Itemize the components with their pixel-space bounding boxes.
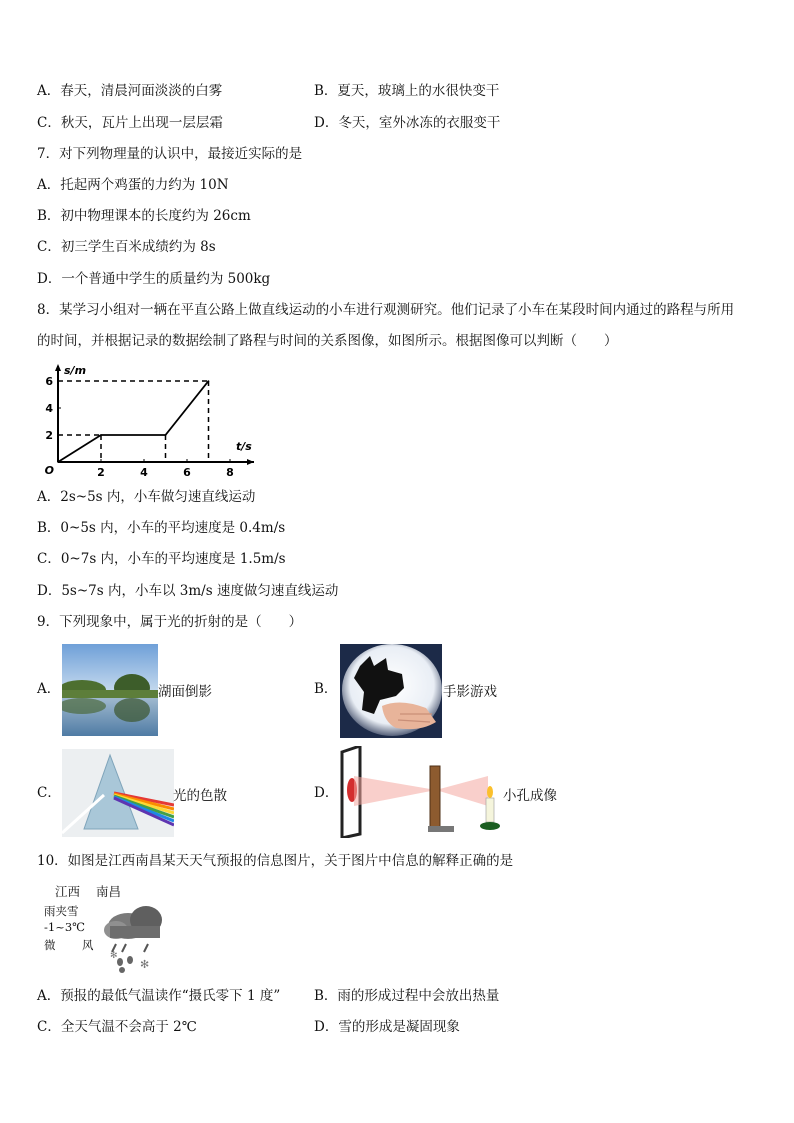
y-tick-label: 4 [45,402,53,415]
data-point [165,434,167,436]
y-tick-label: 2 [45,429,53,442]
q6-option-b: B．夏天，玻璃上的水很快变干 [314,83,500,99]
weather-wind-2: 风 [82,938,94,952]
hand-shadow-image [340,644,442,738]
q8-option-d: D．5s~7s 内，小车以 3m/s 速度做匀速直线运动 [37,583,339,599]
q9-option-b-label: B． [314,681,338,697]
st-graph [40,362,260,482]
origin-label: O [44,464,54,477]
q9-option-a-label: A． [37,681,61,697]
data-point [208,380,210,382]
q8-option-c: C．0~7s 内，小车的平均速度是 1.5m/s [37,551,286,567]
svg-text:✻: ✻ [110,951,118,961]
weather-condition: 雨夹雪 [44,904,79,918]
sleet-cloud-icon [102,900,168,974]
series-line [58,381,209,462]
data-point [57,461,59,463]
svg-text:✻: ✻ [140,958,150,971]
x-tick-label: 6 [183,466,191,479]
x-axis-label: t/s [236,440,252,453]
weather-forecast-card [40,880,170,976]
y-tick-label: 6 [45,375,53,388]
q9-option-d-label: D． [314,785,339,801]
st-graph-plot [45,364,254,479]
q7-stem: 7．对下列物理量的认识中，最接近实际的是 [37,146,303,162]
q10-option-d: D．雪的形成是凝固现象 [314,1019,460,1035]
x-tick-label: 2 [97,466,105,479]
x-axis-arrow [247,459,254,465]
q9-stem: 9．下列现象中，属于光的折射的是（ ） [37,614,303,630]
q9-option-c-caption: 光的色散 [173,788,227,804]
q9-option-c-label: C． [37,785,61,801]
q7-option-a: A．托起两个鸡蛋的力约为 10N [37,177,229,193]
q8-stem-line1: 8．某学习小组对一辆在平直公路上做直线运动的小车进行观测研究。他们记录了小车在某段时间内通过的路程与所用 [37,302,735,318]
weather-city: 南昌 [96,884,122,899]
pinhole-camera-image [338,746,502,838]
q9-option-b-caption: 手影游戏 [443,684,497,700]
q9-option-a-caption: 湖面倒影 [158,684,212,700]
data-point [100,434,102,436]
q9-option-d-caption: 小孔成像 [503,788,557,804]
q10-option-a: A．预报的最低气温读作“摄氏零下 1 度” [37,988,281,1004]
q6-option-a: A．春天，清晨河面淡淡的白雾 [37,83,223,99]
y-axis-arrow [55,364,61,371]
q8-option-b: B．0~5s 内，小车的平均速度是 0.4m/s [37,520,286,536]
weather-temperature: -1~3℃ [44,920,86,934]
q7-option-b: B．初中物理课本的长度约为 26cm [37,208,251,224]
q7-option-c: C．初三学生百米成绩约为 8s [37,239,216,255]
q8-stem-line2: 的时间，并根据记录的数据绘制了路程与时间的关系图像，如图所示。根据图像可以判断（ ） [37,333,618,349]
x-tick-label: 8 [226,466,234,479]
weather-wind-1: 微 [44,938,56,952]
lake-reflection-image [62,644,158,736]
q6-option-d: D．冬天，室外冰冻的衣服变干 [314,115,501,131]
prism-dispersion-image [62,749,174,837]
q10-option-c: C．全天气温不会高于 2℃ [37,1019,197,1035]
q8-option-a: A．2s~5s 内，小车做匀速直线运动 [37,489,256,505]
q7-option-d: D．一个普通中学生的质量约为 500kg [37,271,271,287]
weather-province: 江西 [55,884,81,899]
q10-option-b: B．雨的形成过程中会放出热量 [314,988,500,1004]
q10-stem: 10．如图是江西南昌某天天气预报的信息图片，关于图片中信息的解释正确的是 [37,853,514,869]
q6-option-c: C．秋天，瓦片上出现一层层霜 [37,115,223,131]
y-axis-label: s/m [64,364,87,377]
x-tick-label: 4 [140,466,148,479]
